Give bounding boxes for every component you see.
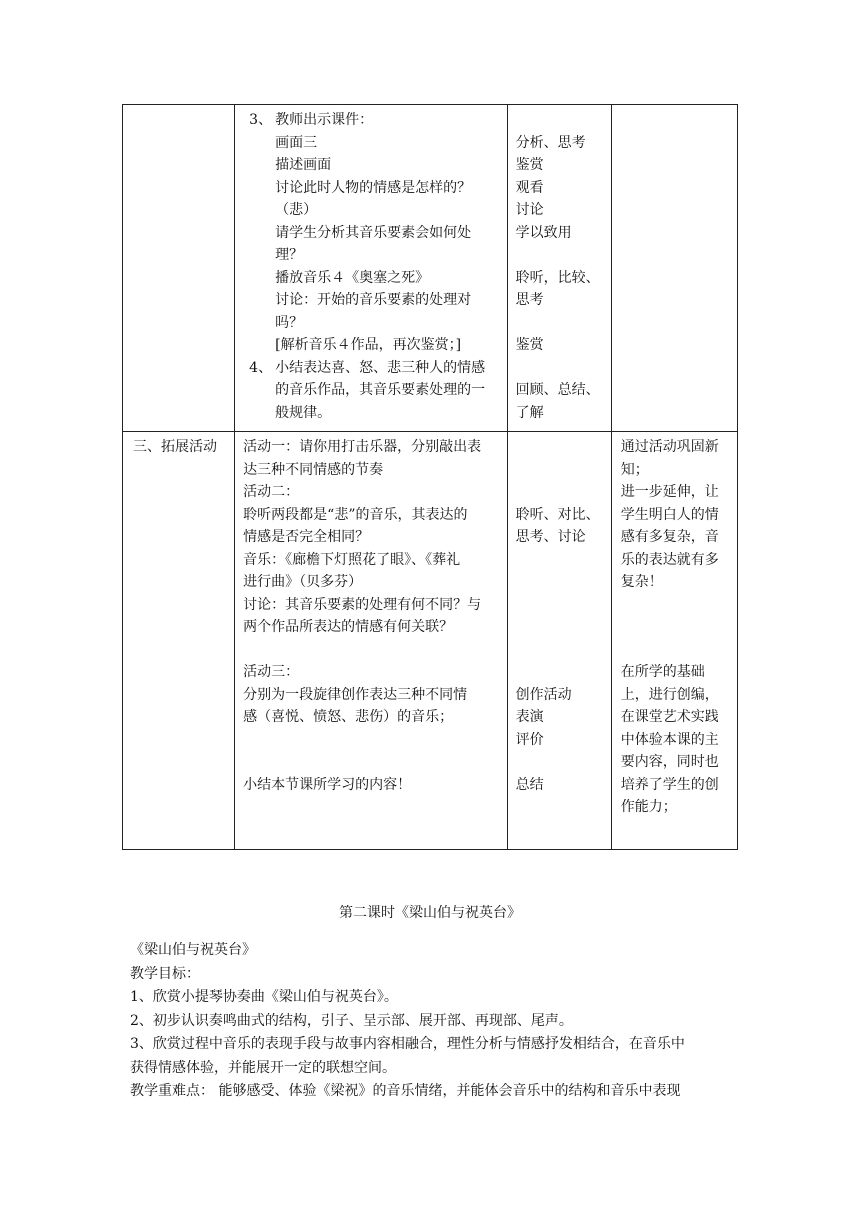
text-line: 思考 [515,292,544,308]
text-line: 中体验本课的主 [620,731,719,748]
text-line: 1、欣赏小提琴协奏曲《梁山伯与祝英台》。 [130,989,398,1005]
text-line: 3、欣赏过程中音乐的表现手段与故事内容相融合，理性分析与情感抒发相结合，在音乐中 [130,1036,685,1052]
text-line: 两个作品所表达的情感有何关联？ [243,619,454,635]
text-line: 复杂！ [620,574,663,590]
text-line: 2、初步认识奏鸣曲式的结构，引子、呈示部、展开部、再现部、尾声。 [130,1012,573,1029]
text-line: 讨论此时人物的情感是怎样的？ [275,179,472,196]
text-line: 乐的表达就有多 [620,551,719,568]
text-line [621,639,731,662]
text-line [621,616,731,639]
text-line [243,729,500,752]
table-row [123,105,738,432]
row2-intent-cell [611,432,737,850]
text-line [516,594,605,617]
text-line: 请学生分析其音乐要素会如何处 [275,224,472,241]
text-line: 情感是否完全相同？ [243,529,370,545]
text-line: 培养了学生的创 [620,776,719,793]
text-line [243,751,500,774]
row1-student-activity-cell [507,105,611,432]
text-line [516,481,605,504]
table-row [123,432,738,850]
text-line: 讨论：开始的音乐要素的处理对 [275,292,472,308]
text-line: 鉴赏 [515,157,544,173]
text-line [516,751,605,774]
row2-student-activity-cell [507,432,611,850]
text-line: [解析音乐４作品，再次鉴赏；] [275,337,462,353]
text-line: 感（喜悦、愤怒、悲伤）的音乐； [243,709,454,725]
text-line: （悲） [275,202,318,218]
text-line: 学生明白人的情 [620,506,719,523]
text-line [516,109,605,132]
text-line: 的音乐作品，其音乐要素处理的一 [275,382,486,398]
item-heading: 教师出示课件： [275,112,374,128]
text-line: 音乐：《廊檐下灯照花了眼》、《葬礼 [243,551,461,568]
text-line: 在课堂艺术实践 [620,709,719,725]
text-line [516,459,605,482]
text-line: 表演 [515,709,544,725]
text-line: 鉴赏 [515,337,544,353]
text-line [516,571,605,594]
text-line: 讨论 [515,202,544,218]
text-line: 观看 [515,179,544,196]
text-line: 讨论：其音乐要素的处理有何不同？与 [243,596,482,613]
row1-content-cell [235,105,507,432]
text-line [516,357,605,380]
section-title: 第二课时《梁山伯与祝英台》 [339,905,521,921]
text-line: 在所学的基础 [620,664,705,680]
row1-intent-cell [611,105,737,432]
text-line: 活动一：请你用打击乐器，分别敲出表 [243,439,482,455]
text-line: 达三种不同情感的节奏 [243,461,384,478]
text-line: 描述画面 [275,157,332,173]
text-line: 要内容，同时也 [620,754,719,770]
text-line: 聆听两段都是“悲”的音乐，其表达的 [243,506,468,523]
text-line: 《梁山伯与祝英台》 [130,942,256,958]
item-number: 3、 [249,112,273,128]
text-line: 聆听，比较、 [515,269,600,286]
lesson-plan-table [122,104,738,850]
text-line: 活动二： [243,484,300,500]
text-line: 画面三 [275,134,318,151]
text-line [243,639,500,662]
text-line: 分析、思考 [515,134,586,151]
text-line [516,436,605,459]
text-line: 通过活动巩固新 [620,439,719,455]
text-line: 了解 [515,404,544,421]
text-line [516,549,605,572]
text-line: 总结 [515,776,544,793]
text-line: 分别为一段旋律创作表达三种不同情 [243,686,468,703]
row2-stage-cell [123,432,235,850]
text-line [516,312,605,335]
text-line: 思考、讨论 [515,529,586,545]
text-line: 获得情感体验，并能展开一定的联想空间。 [130,1059,396,1076]
text-line [516,616,605,639]
text-line: 小结本节课所学习的内容！ [243,776,412,793]
text-line [516,639,605,662]
text-line: 活动三： [243,664,300,680]
text-line: 教学目标： [130,965,200,982]
row2-content-cell [235,432,507,850]
text-line: 评价 [515,731,544,748]
text-line: 聆听、对比、 [515,506,600,523]
text-line [621,594,731,617]
text-line [516,244,605,267]
row1-stage-cell [123,105,235,432]
text-line: 学以致用 [515,224,572,241]
text-line: 吗？ [275,314,304,331]
text-line: 进行曲》（贝多芬） [243,574,363,590]
text-line: 感有多复杂，音 [620,529,719,545]
text-line: 播放音乐４《奥塞之死》 [275,269,430,286]
item-heading: 小结表达喜、怒、悲三种人的情感 [275,359,486,376]
text-line: 上，进行创编， [620,686,719,703]
text-line: 知； [620,461,649,478]
item-number: 4、 [249,359,273,376]
text-line: 进一步延伸，让 [620,484,719,500]
body-text [130,939,740,1104]
text-line: 作能力； [620,799,677,815]
text-line [516,661,605,684]
text-line: 回顾、总结、 [515,382,600,398]
text-line: 理？ [275,247,304,263]
text-line: 般规律。 [275,404,332,421]
text-line: 教学重难点： 能够感受、体验《梁祝》的音乐情绪，并能体会音乐中的结构和音乐中表现 [130,1083,681,1099]
stage-label: 三、拓展活动 [133,439,217,455]
text-line: 创作活动 [515,686,572,703]
